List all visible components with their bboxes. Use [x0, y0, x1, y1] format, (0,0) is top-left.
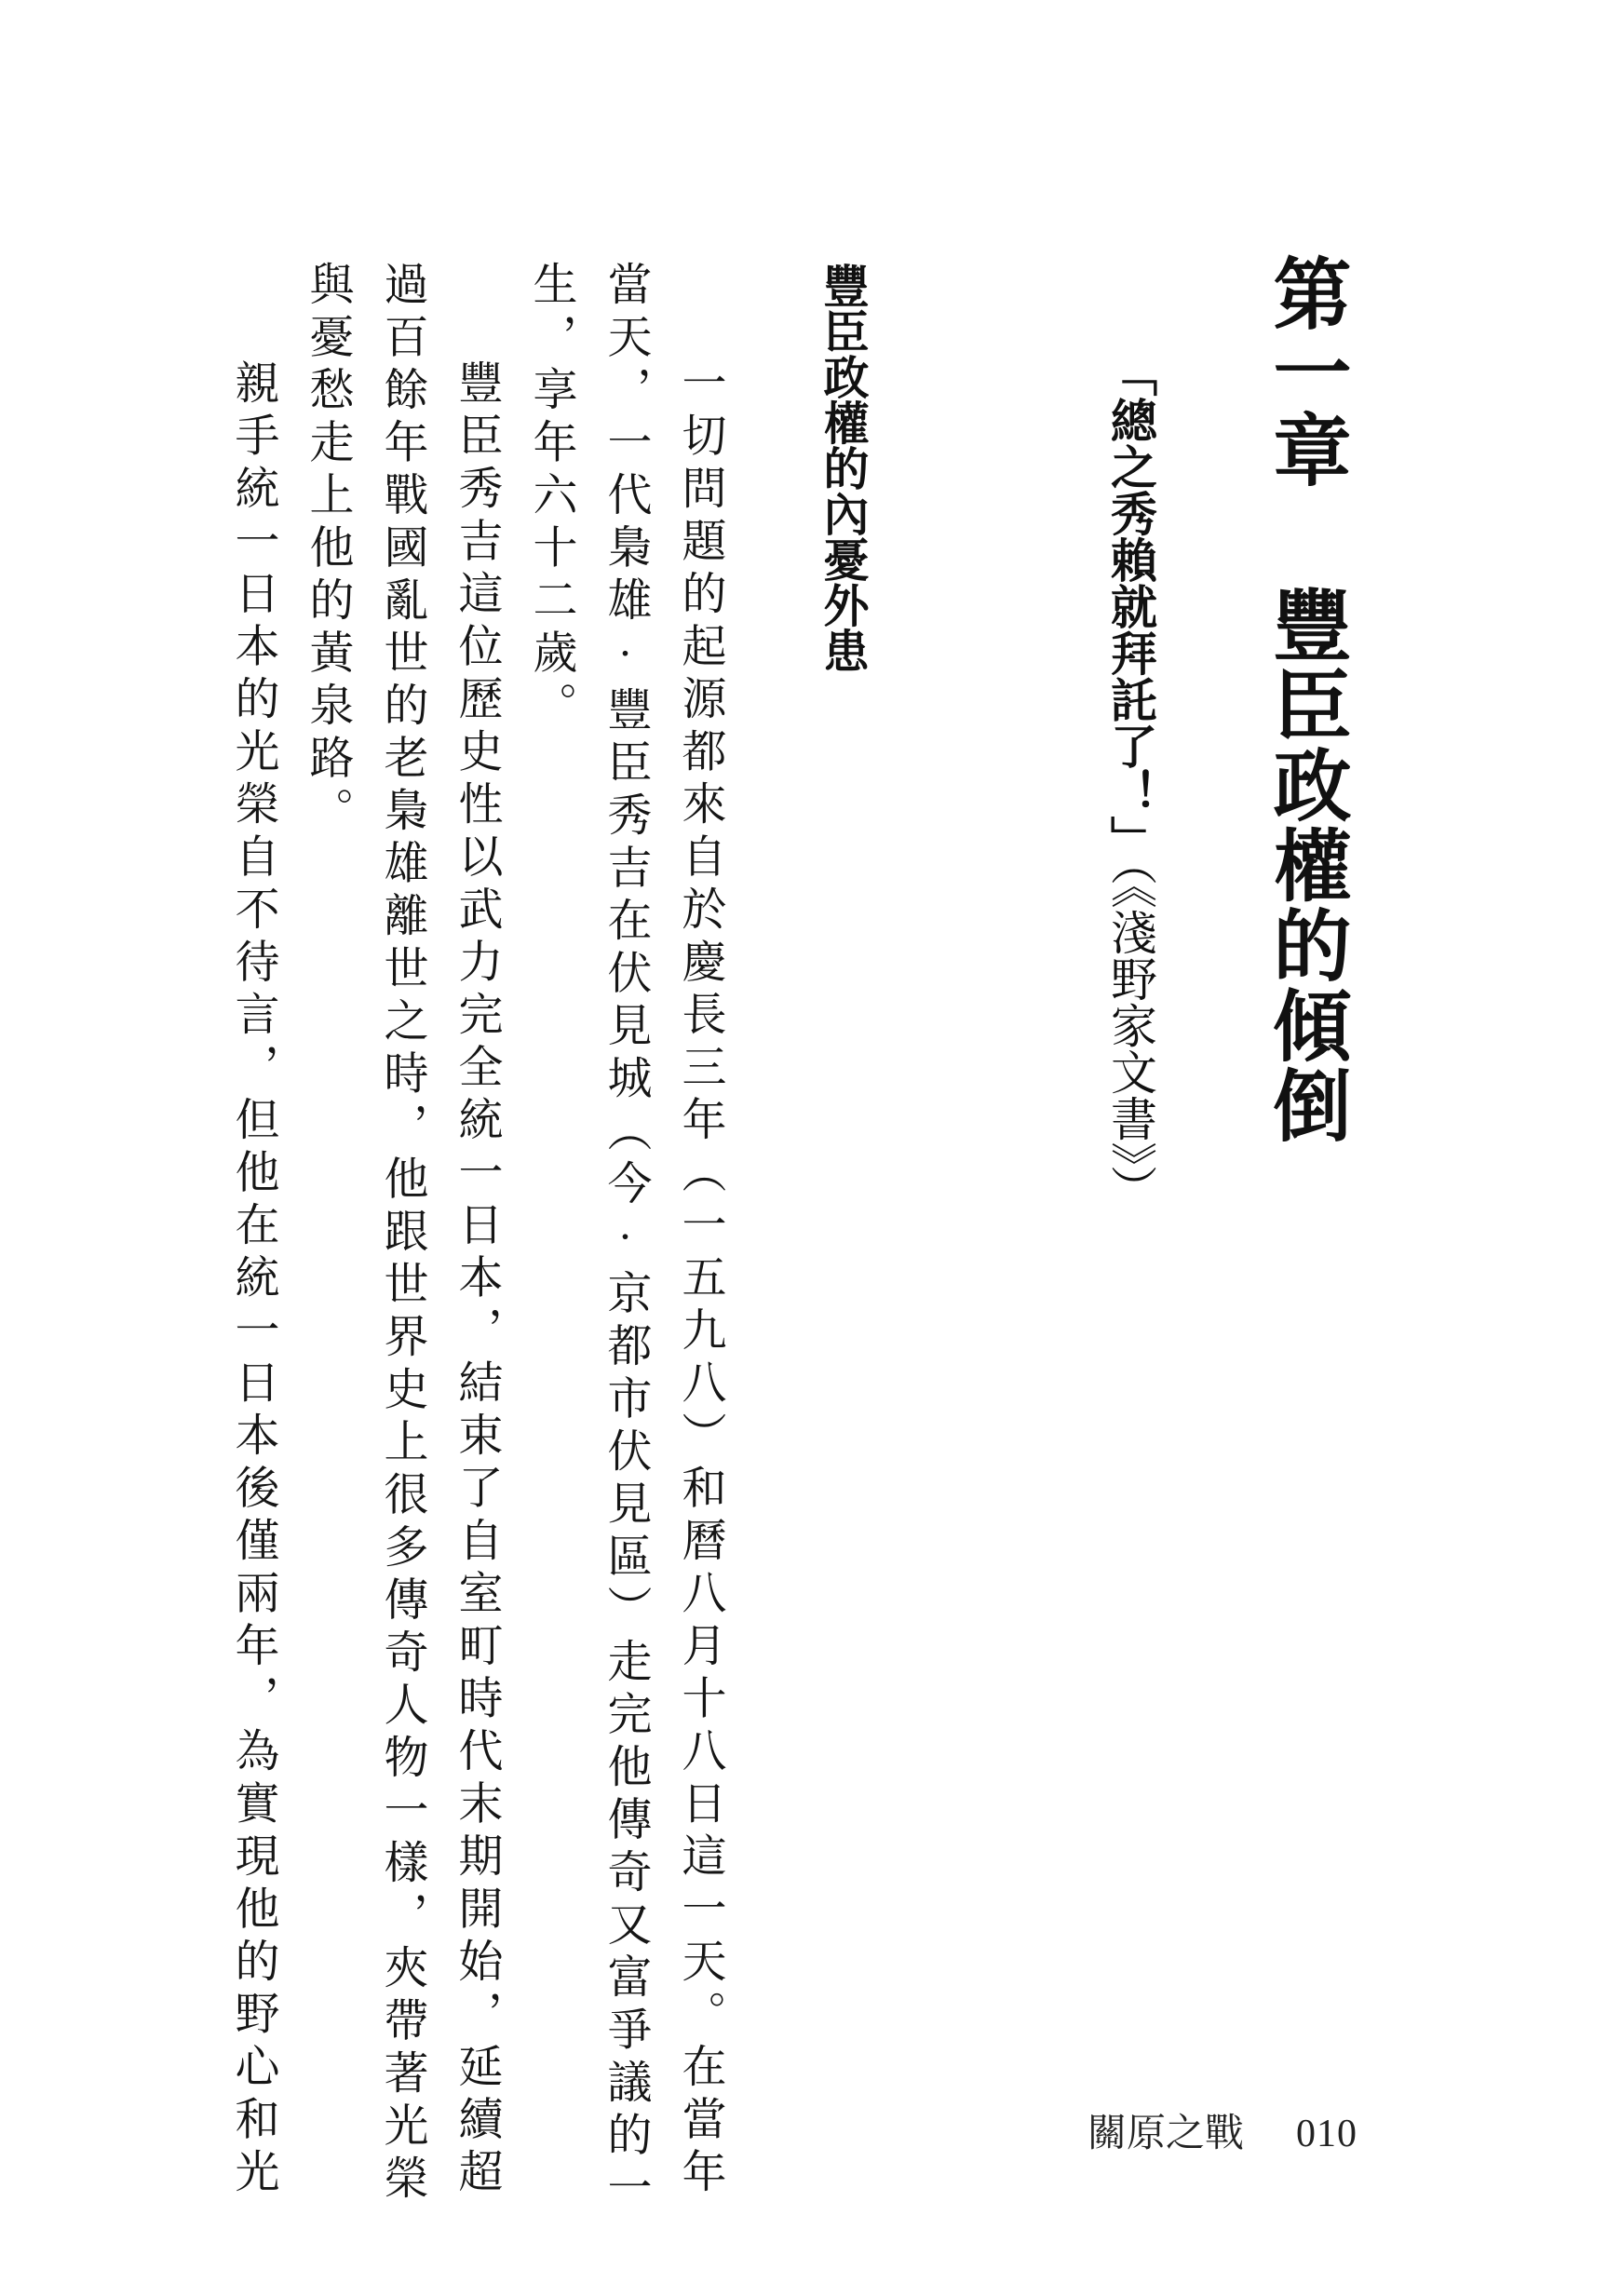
section-heading: 豐臣政權的內憂外患 — [817, 263, 871, 673]
chapter-epigraph — [1101, 350, 1160, 1211]
chapter-number: 第一章 — [1261, 253, 1353, 488]
body-line: 豐臣秀吉這位歷史性以武力完全統一日本，結束了自室町時代末期開始，延續超 — [452, 359, 501, 2201]
running-title: 關原之戰 — [1087, 2113, 1245, 2155]
epigraph-source: （《淺野家文書》） — [1103, 862, 1157, 1211]
body-line: 親手統一日本的光榮自不待言，但他在統一日本後僅兩年，為實現他的野心和光 — [228, 359, 277, 2201]
page-footer — [1087, 2102, 1358, 2158]
body-line: 生，享年六十二歲。 — [526, 261, 575, 735]
body-line: 過百餘年戰國亂世的老梟雄離世之時，他跟世界史上很多傳奇人物一樣，夾帶著光榮 — [377, 261, 426, 2208]
body-line: 當天，一代梟雄·豐臣秀吉在伏見城（今·京都市伏見區）走完他傳奇又富爭議的一 — [601, 261, 650, 2217]
chapter-heading — [1255, 253, 1358, 1145]
chapter-title: 豐臣政權的傾倒 — [1261, 585, 1353, 1145]
body-line: 與憂愁走上他的黃泉路。 — [303, 261, 352, 840]
body-line: 一切問題的起源都來自於慶長三年（一五九八）和曆八月十八日這一天。在當年 — [675, 359, 724, 2201]
page-number: 010 — [1296, 2113, 1358, 2155]
epigraph-quote: 「總之秀賴就拜託了！」 — [1103, 350, 1158, 862]
